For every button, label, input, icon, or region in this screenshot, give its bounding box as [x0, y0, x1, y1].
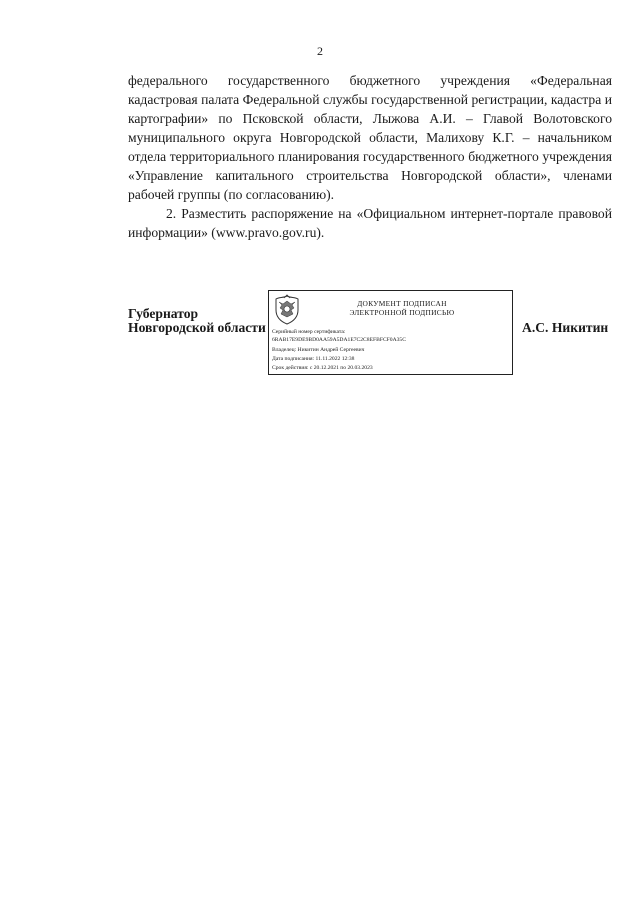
- body-text: [128, 71, 612, 242]
- paragraph-2: 2. Разместить распоряжение на «Официальном интернет-портале правовой информации» (www.pravo.gov.ru).: [128, 206, 612, 240]
- signer-title: [128, 307, 266, 335]
- coat-of-arms-icon: [273, 294, 301, 326]
- stamp-owner: Владелец: Никитин Андрей Сергеевич: [272, 347, 365, 353]
- stamp-serial-label: Серийный номер сертификата:: [272, 329, 346, 335]
- paragraph-1: федерального государственного бюджетного учреждения «Федеральная кадастровая палата Федеральной службы государственной регистрации, кадастра и картографии» по Псковской области, Лыжова А.И. – Главой Волотовского муниципального округа Новгородской области, Малихову К.Г. – начальником отдела территориального планирования государственного бюджетного учреждения «Управление капитального строительства Новгородской области», членами рабочей группы (по согласованию).: [128, 73, 612, 202]
- stamp-heading: [317, 299, 487, 317]
- stamp-heading-line-1: ДОКУМЕНТ ПОДПИСАН: [357, 299, 447, 308]
- signer-title-line-2: Новгородской области: [128, 320, 266, 335]
- stamp-serial-value: 6RAB17E9DE9BD0AA59A5DA1E7C2C8EFBFCF0A35C: [272, 337, 406, 343]
- electronic-signature-stamp: [268, 290, 513, 375]
- stamp-validity: Срок действия: с 20.12.2021 по 20.03.2023: [272, 365, 373, 371]
- signer-name: А.С. Никитин: [522, 320, 609, 335]
- page-number: 2: [317, 44, 323, 58]
- stamp-heading-line-2: ЭЛЕКТРОННОЙ ПОДПИСЬЮ: [349, 308, 455, 317]
- signer-title-line-1: Губернатор: [128, 306, 199, 321]
- stamp-signed-date: Дата подписания: 11.11.2022 12:38: [272, 356, 355, 362]
